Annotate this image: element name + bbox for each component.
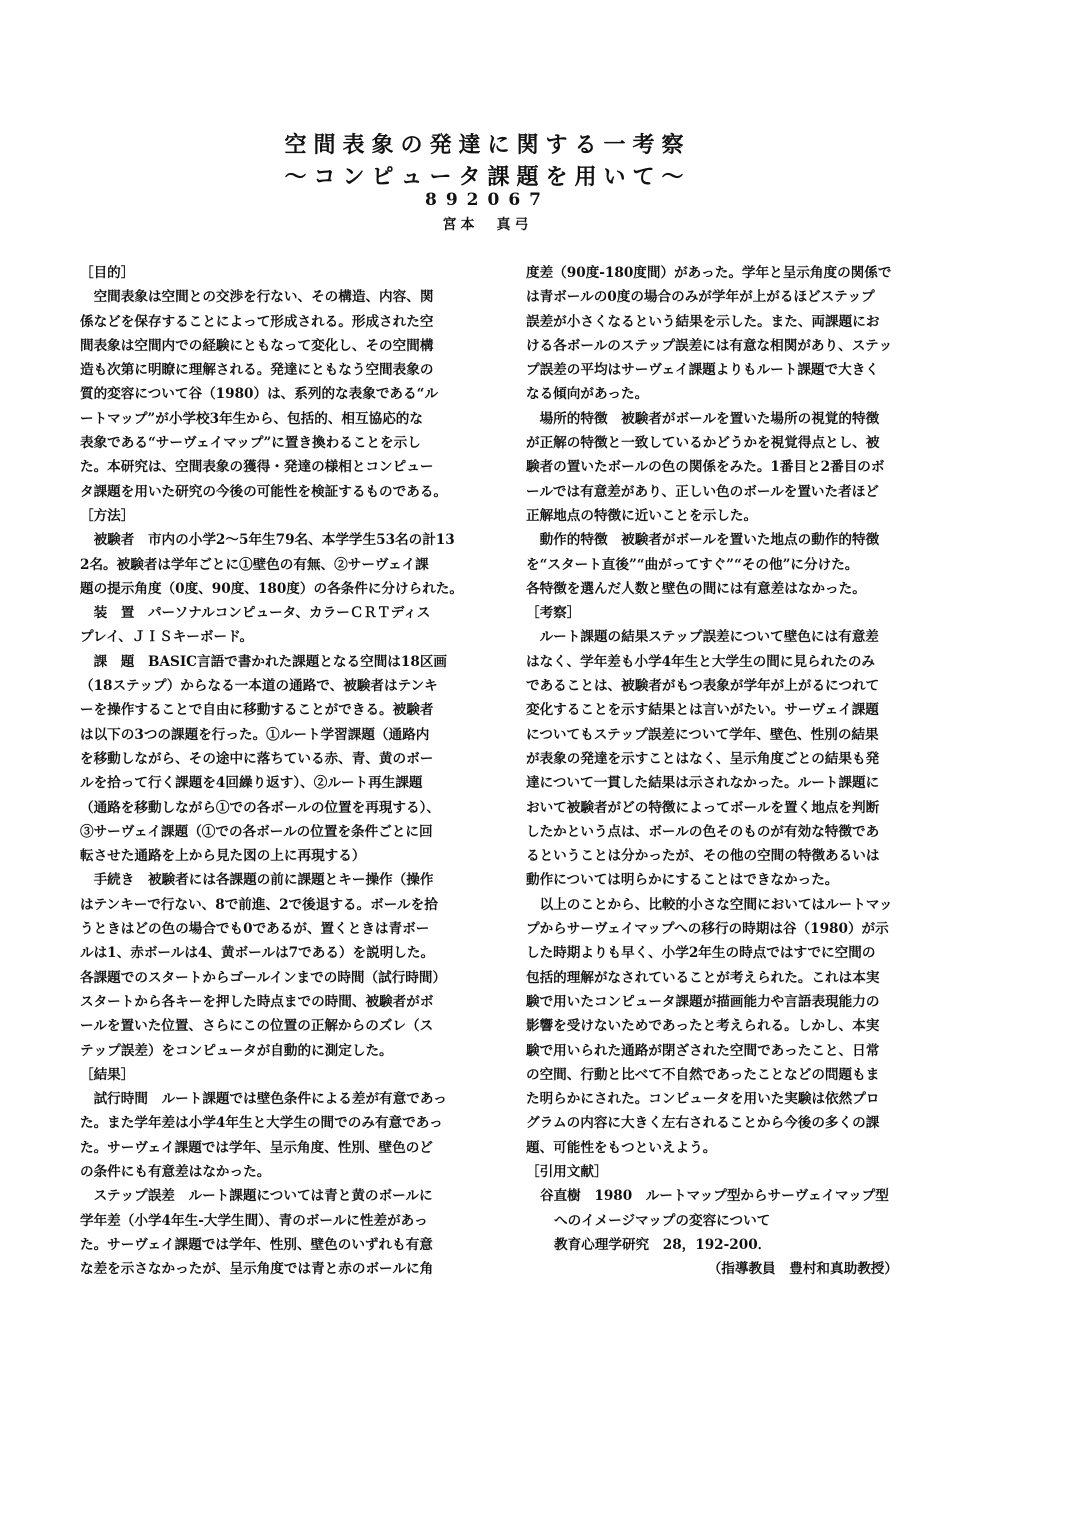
text-line: なる傾向があった。: [526, 386, 649, 403]
text-line: ルート課題の結果ステップ誤差について壁色には有意差: [526, 629, 879, 646]
text-line: 題、可能性をもつといえよう。: [526, 1139, 717, 1156]
text-line: テップ誤差）をコンピュータが自動的に測定した。: [80, 1042, 393, 1059]
text-line: が表象の発達を示すことはなく、呈示角度ごとの結果も発: [526, 750, 880, 767]
text-line: 動作的特徴 被験者がボールを置いた地点の動作的特徴: [526, 532, 880, 549]
text-line: 変化することを示す結果とは言いがたい。サーヴェイ課題: [526, 702, 879, 719]
text-line: うときはどの色の場合でも0であるが、置くときは青ボー: [80, 921, 430, 938]
text-line: 影響を受けないためであったと考えられる。しかし、本実: [526, 1018, 880, 1035]
text-line: 間表象は空間内での経験にともなって変化し、その空間構: [80, 337, 434, 354]
text-line: の条件にも有意差はなかった。: [80, 1163, 271, 1180]
text-line: 係などを保存することによって形成される。形成された空: [80, 313, 434, 330]
text-line: 表象である“サーヴェイマップ”に置き換わることを示し: [80, 435, 421, 452]
text-line: 転させた通路を上から見た図の上に再現する）: [80, 848, 366, 865]
references-heading: ［引用文献］: [526, 1163, 608, 1180]
text-line: ールを置いた位置、さらにこの位置の正解からのズレ（ス: [80, 1018, 434, 1035]
paper-title: 空間表象の発達に関する一考察: [284, 132, 691, 158]
text-line: はなく、学年差も小学4年生と大学生の間に見られたのみ: [526, 653, 876, 670]
text-line: ールでは有意差があり、正しい色のボールを置いた者ほど: [526, 483, 879, 500]
text-line: プレイ、ＪＩＳキーボード。: [80, 629, 254, 646]
text-line: ③サーヴェイ課題（①での各ボールの位置を条件ごとに回: [80, 823, 433, 840]
text-line: 空間表象は空間との交渉を行ない、その構造、内容、関: [80, 289, 434, 306]
text-line: 験で用いたコンピュータ課題が描画能力や言語表現能力の: [526, 993, 880, 1010]
text-line: 誤差が小さくなるという結果を示した。また、両課題にお: [526, 313, 880, 330]
text-line: ［考察］: [526, 605, 581, 622]
text-line: プ誤差の平均はサーヴェイ課題よりもルート課題で大きく: [526, 362, 879, 379]
text-line: ［目的］: [80, 265, 135, 281]
text-line: は青ボールの0度の場合のみが学年が上がるほどステップ: [526, 289, 875, 306]
text-line: ［結果］: [80, 1066, 135, 1083]
reference-line: へのイメージマップの変容について: [554, 1212, 771, 1229]
text-line: た。サーヴェイ課題では学年、性別、壁色のいずれも有意: [80, 1236, 433, 1253]
text-line: を“スタート直後”“曲がってすぐ”“その他”に分けた。: [526, 556, 859, 573]
text-line: 学年差（小学4年生-大学生間）、青のボールに性差があっ: [80, 1212, 428, 1229]
text-line: た。また学年差は小学4年生と大学生の間でのみ有意であっ: [80, 1115, 443, 1132]
text-line: スタートから各キーを押した時点までの時間、被験者がボ: [80, 993, 434, 1010]
text-line: が正解の特徴と一致しているかどうかを視覚得点とし、被: [526, 435, 880, 452]
text-line: た明らかにされた。コンピュータを用いた実験は依然プロ: [526, 1091, 880, 1108]
text-line: 動作については明らかにすることはできなかった。: [526, 872, 839, 889]
text-line: （18ステップ）からなる一本道の通路で、被験者はテンキ: [80, 678, 438, 695]
text-line: の空間、行動と比べて不自然であったことなどの問題もま: [526, 1066, 880, 1083]
text-line: 質的変容について谷（1980）は、系列的な表象である“ル: [80, 386, 439, 403]
text-line: した時期よりも早く、小学2年生の時点ではすでに空間の: [526, 945, 876, 962]
text-line: ステップ誤差 ルート課題については青と黄のボールに: [80, 1188, 433, 1205]
text-line: 達について一貫した結果は示されなかった。ルート課題に: [526, 775, 880, 792]
text-line: 度差（90度-180度間）があった。学年と呈示角度の関係で: [526, 265, 892, 281]
right-column: [526, 261, 926, 1281]
text-line: 各課題でのスタートからゴールインまでの時間（試行時間）: [80, 969, 447, 986]
text-line: ルを拾って行く課題を4回繰り返す）、②ルート再生課題: [80, 775, 423, 792]
text-line: 試行時間 ルート課題では壁色条件による差が有意であっ: [80, 1091, 447, 1108]
text-line: るということは分かったが、その他の空間の特徴あるいは: [526, 848, 880, 865]
text-line: 正解地点の特徴に近いことを示した。: [526, 507, 758, 524]
text-line: 験者の置いたボールの色の関係をみた。1番目と2番目のボ: [526, 459, 885, 476]
text-line: ートマップ”が小学校3年生から、包括的、相互協応的な: [80, 410, 423, 427]
student-id: 892067: [425, 190, 550, 210]
reference-line: 教育心理学研究 28，192-200．: [554, 1236, 772, 1253]
text-line: はテンキーで行ない、8で前進、2で後退する。ボールを拾: [80, 896, 438, 913]
text-line: 被験者 市内の小学2〜5年生79名、本学学生53名の計13: [80, 532, 455, 549]
text-line: ルは1、赤ボールは4、黄ボールは7である）を説明した。: [80, 945, 435, 962]
text-line: 造も次第に明瞭に理解される。発達にともなう空間表象の: [80, 362, 434, 379]
text-line: グラムの内容に大きく左右されることから今後の多くの課: [526, 1115, 880, 1132]
text-line: についてもステップ誤差について学年、壁色、性別の結果: [526, 726, 879, 743]
text-line: 2名。被験者は学年ごとに①壁色の有無、②サーヴェイ課: [80, 556, 429, 573]
text-line: ーを操作することで自由に移動することができる。被験者: [80, 702, 434, 719]
advisor-note: （指導教員 豊村和真助教授）: [707, 1261, 898, 1278]
text-line: 験で用いられた通路が閉ざされた空間であったこと、日常: [526, 1042, 880, 1059]
text-line: ける各ボールのステップ誤差には有意な相関があり、ステッ: [526, 337, 893, 354]
text-line: （通路を移動しながら①での各ボールの位置を再現する）、: [80, 799, 440, 816]
text-line: 以上のことから、比較的小さな空間においてはルートマッ: [526, 896, 893, 913]
text-line: は以下の3つの課題を行った。①ルート学習課題（通路内: [80, 726, 430, 743]
author-name: 宮本 真弓: [442, 217, 533, 233]
left-column: [80, 261, 482, 1281]
text-line: 題の提示角度（0度、90度、180度）の各条件に分けられた。: [80, 580, 463, 597]
text-line: た。本研究は、空間表象の獲得・発達の様相とコンピュー: [80, 459, 434, 476]
text-line: 各特徴を選んだ人数と壁色の間には有意差はなかった。: [526, 580, 866, 597]
reference-line: 谷直樹 1980 ルートマップ型からサーヴェイマップ型: [540, 1188, 889, 1205]
text-line: 装 置 パーソナルコンピュータ、カラーＣＲＴディス: [80, 605, 431, 622]
text-line: したかという点は、ボールの色そのものが有効な特徴であ: [526, 823, 880, 840]
text-line: 包括的理解がなされていることが考えられた。これは本実: [526, 969, 880, 986]
text-line: 場所的特徴 被験者がボールを置いた場所の視覚的特徴: [526, 410, 880, 427]
text-line: を移動しながら、その途中に落ちている赤、青、黄のボー: [80, 750, 434, 767]
text-line: た。サーヴェイ課題では学年、呈示角度、性別、壁色のど: [80, 1139, 433, 1156]
text-line: 課 題 BASIC言語で書かれた課題となる空間は18区画: [80, 653, 448, 670]
text-line: おいて被験者がどの特徴によってボールを置く地点を判断: [526, 799, 880, 816]
text-line: な差を示さなかったが、呈示角度では青と赤のボールに角: [80, 1261, 434, 1278]
text-line: プからサーヴェイマップへの移行の時期は谷（1980）が示: [526, 921, 889, 938]
text-line: 手続き 被験者には各課題の前に課題とキー操作（操作: [80, 872, 434, 889]
text-line: タ課題を用いた研究の今後の可能性を検証するものである。: [80, 483, 448, 500]
text-line: であることは、被験者がもつ表象が学年が上がるにつれて: [526, 678, 880, 695]
text-line: ［方法］: [80, 507, 135, 524]
paper-subtitle: 〜コンピュータ課題を用いて〜: [284, 164, 691, 190]
